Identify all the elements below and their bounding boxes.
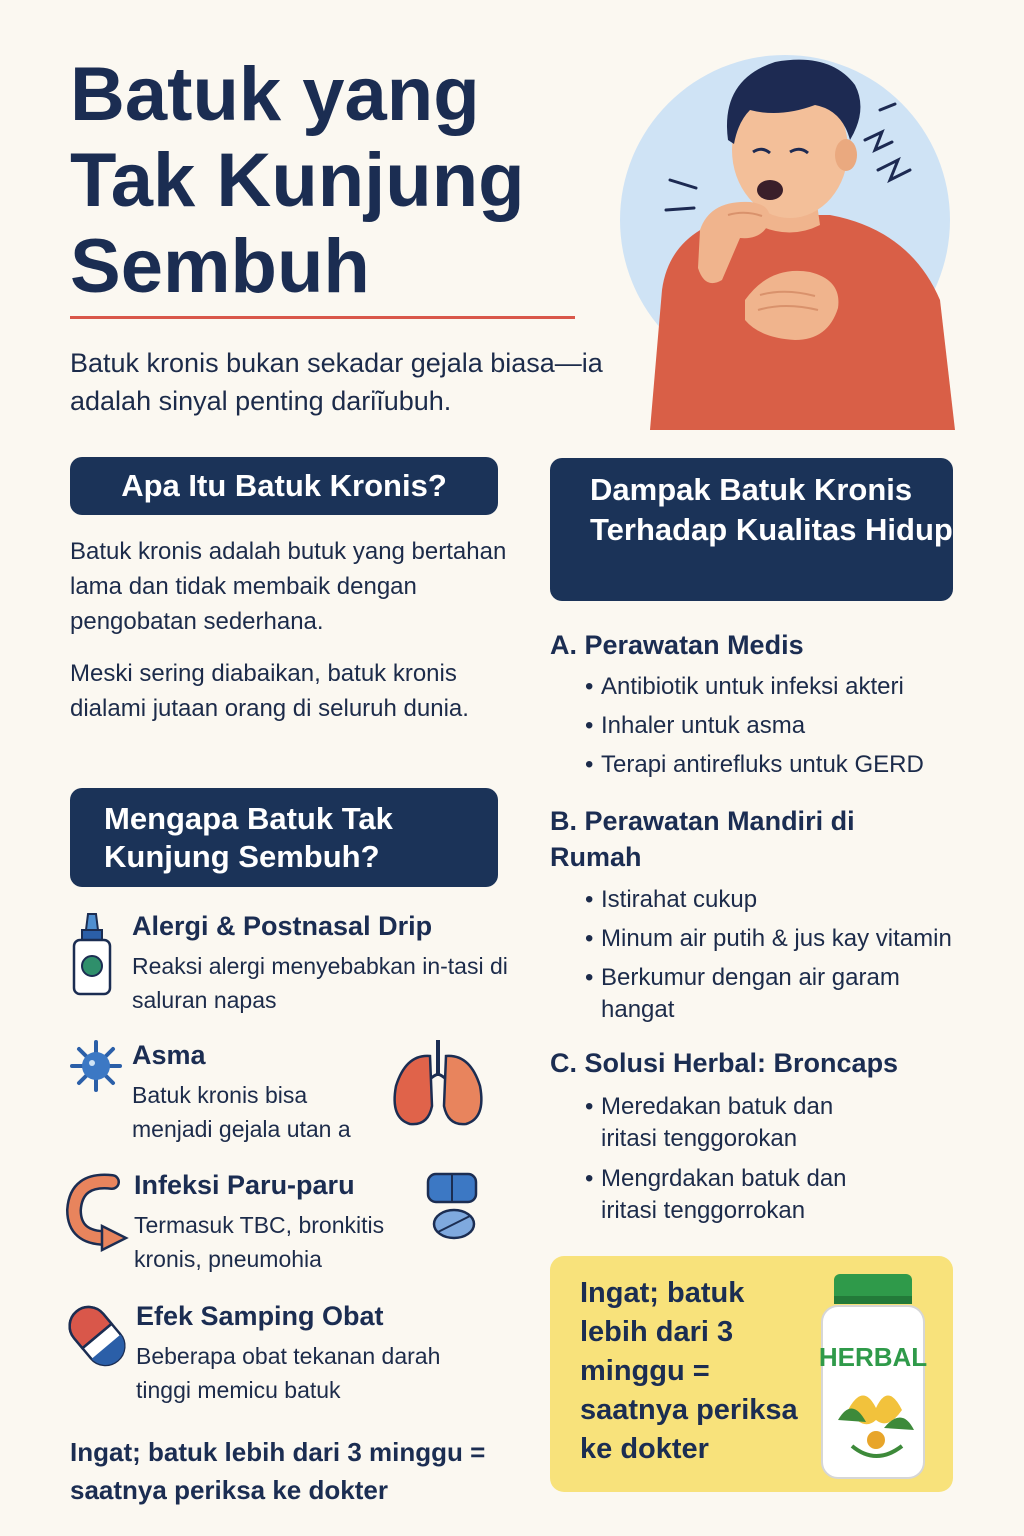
- cause-desc-side-effect: Beberapa obat tekanan darah tinggi memicu batuk: [136, 1343, 441, 1403]
- cause-title-infection: Infeksi Paru-paru: [134, 1170, 355, 1200]
- list-item: • Antibiotik untuk infeksi akteri: [585, 671, 995, 703]
- list-item: • Terapi antirefluks untuk GERD: [585, 749, 995, 781]
- cause-desc-allergy: Reaksi alergi menyebabkan in-tasi di saluran napas: [132, 953, 508, 1013]
- section-heading-impact: Dampak Batuk Kronis Terhadap Kualitas Hidup: [550, 458, 953, 601]
- list-item: • Minum air putih & jus kay vitamin: [585, 923, 995, 955]
- bottle-label: HERBAL: [818, 1342, 928, 1372]
- reminder-note: Ingat; batuk lebih dari 3 minggu = saatnya periksa ke dokter: [70, 1437, 486, 1505]
- medical-care-title: A. Perawatan Medis: [550, 630, 804, 660]
- pills-icon: [424, 1170, 480, 1244]
- medical-care-list: [585, 671, 995, 788]
- herbal-bottle-icon: [818, 1270, 928, 1482]
- what-paragraph-1: Batuk kronis adalah butuk yang bertahan lama dan tidak membaik dengan pengobatan sederhana.: [70, 538, 507, 635]
- title-divider: [70, 316, 575, 319]
- section-heading-what: Apa Itu Batuk Kronis?: [70, 457, 498, 515]
- list-item: • Inhaler untuk asma: [585, 710, 995, 742]
- coughing-man-illustration: [610, 40, 970, 430]
- capsule-icon: [66, 1300, 128, 1372]
- reminder-card-text: Ingat; batuk lebih dari 3 minggu = saatnya periksa ke dokter: [580, 1277, 798, 1465]
- cause-title-side-effect: Efek Samping Obat: [136, 1301, 384, 1331]
- reminder-card: [550, 1256, 953, 1492]
- cause-desc-asthma: Batuk kronis bisa menjadi gejala utan a: [132, 1082, 351, 1142]
- infection-arrow-icon: [66, 1172, 134, 1252]
- list-item: • Istirahat cukup: [585, 884, 995, 916]
- page-title: Batuk yang Tak Kunjung Sembuh: [70, 52, 525, 309]
- lungs-icon: [388, 1036, 488, 1128]
- nasal-spray-icon: [68, 912, 116, 998]
- list-item: • Berkumur dengan air garam hangat: [585, 962, 941, 1026]
- allergen-virus-icon: [68, 1038, 124, 1094]
- section-heading-why: Mengapa Batuk Tak Kunjung Sembuh?: [70, 788, 498, 887]
- herbal-solution-list: [585, 1091, 885, 1234]
- cause-title-allergy: Alergi & Postnasal Drip: [132, 911, 433, 941]
- home-care-title: B. Perawatan Mandiri di Rumah: [550, 806, 855, 872]
- what-paragraph-2: Meski sering diabaikan, batuk kronis dialami jutaan orang di seluruh dunia.: [70, 660, 469, 722]
- list-item: • Meredakan batuk dan iritasi tenggorokan: [585, 1091, 885, 1155]
- list-item: • Mengrdakan batuk dan iritasi tenggorrokan: [585, 1163, 885, 1227]
- intro-text: Batuk kronis bukan sekadar gejala biasa—ia adalah sinyal penting dariĩubuh.: [70, 348, 603, 416]
- home-care-list: [585, 884, 995, 1033]
- herbal-solution-title: C. Solusi Herbal: Broncaps: [550, 1048, 899, 1078]
- cause-title-asthma: Asma: [132, 1040, 206, 1070]
- cause-desc-infection: Termasuk TBC, bronkitis kronis, pneumohia: [134, 1212, 385, 1272]
